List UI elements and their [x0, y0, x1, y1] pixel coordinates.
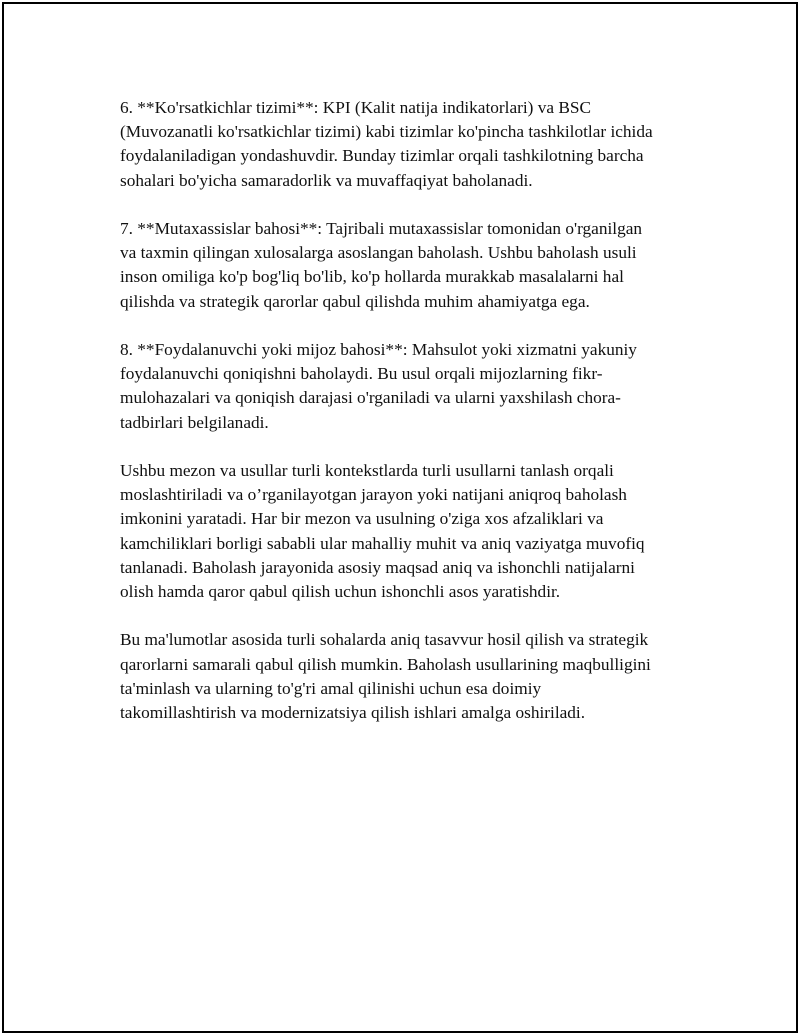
- paragraph-conclusion: [120, 628, 680, 725]
- text-line: 6. **Ko'rsatkichlar tizimi**: KPI (Kalit natija indikatorlari) va BSC: [120, 98, 592, 117]
- text-line: 7. **Mutaxassislar bahosi**: Tajribali mutaxassislar tomonidan o'rganilgan: [120, 219, 643, 238]
- paragraph-methods-summary: [120, 459, 680, 604]
- text-line: va taxmin qilingan xulosalarga asoslangan baholash. Ushbu baholash usuli: [120, 243, 637, 263]
- text-line: mulohazalari va qoniqish darajasi o'rganiladi va ularni yaxshilash chora-: [120, 388, 621, 408]
- text-line: foydalanuvchi qoniqishni baholaydi. Bu usul orqali mijozlarning fikr-: [120, 364, 603, 384]
- text-line: 8. **Foydalanuvchi yoki mijoz bahosi**: Mahsulot yoki xizmatni yakuniy: [120, 340, 637, 359]
- text-line: tadbirlari belgilanadi.: [120, 412, 269, 432]
- text-line: moslashtiriladi va o’rganilayotgan jarayon yoki natijani aniqroq baholash: [120, 485, 627, 505]
- text-line: Bu ma'lumotlar asosida turli sohalarda aniq tasavvur hosil qilish va strategik: [120, 630, 649, 650]
- paragraph-user-assessment: [120, 338, 680, 435]
- text-line: tanlanadi. Baholash jarayonida asosiy maqsad aniq va ishonchli natijalarni: [120, 557, 635, 577]
- text-line: qilishda va strategik qarorlar qabul qilishda muhim ahamiyatga ega.: [120, 291, 590, 311]
- text-line: ta'minlash va ularning to'g'ri amal qilinishi uchun esa doimiy: [120, 678, 542, 698]
- text-line: sohalari bo'yicha samaradorlik va muvaffaqiyat baholanadi.: [120, 170, 533, 190]
- paragraph-expert-assessment: [120, 217, 680, 314]
- text-line: kamchiliklari borligi sababli ular mahalliy muhit va aniq vaziyatga muvofiq: [120, 533, 645, 553]
- text-line: (Muvozanatli ko'rsatkichlar tizimi) kabi tizimlar ko'pincha tashkilotlar ichida: [120, 122, 653, 142]
- text-line: inson omiliga ko'p bog'liq bo'lib, ko'p hollarda murakkab masalalarni hal: [120, 267, 624, 287]
- text-line: foydalaniladigan yondashuvdir. Bunday tizimlar orqali tashkilotning barcha: [120, 146, 644, 166]
- text-line: imkonini yaratadi. Har bir mezon va usulning o'ziga xos afzaliklari va: [120, 509, 604, 529]
- text-line: olish hamda qaror qabul qilish uchun ishonchli asos yaratishdir.: [120, 582, 561, 602]
- text-line: Ushbu mezon va usullar turli kontekstlarda turli usullarni tanlash orqali: [120, 461, 614, 480]
- document-page: [2, 2, 798, 1033]
- paragraph-kpi-system: [120, 96, 680, 193]
- text-line: qarorlarni samarali qabul qilish mumkin. Baholash usullarining maqbulligini: [120, 654, 651, 674]
- text-line: takomillashtirish va modernizatsiya qilish ishlari amalga oshiriladi.: [120, 703, 586, 723]
- document-body: [120, 96, 680, 749]
